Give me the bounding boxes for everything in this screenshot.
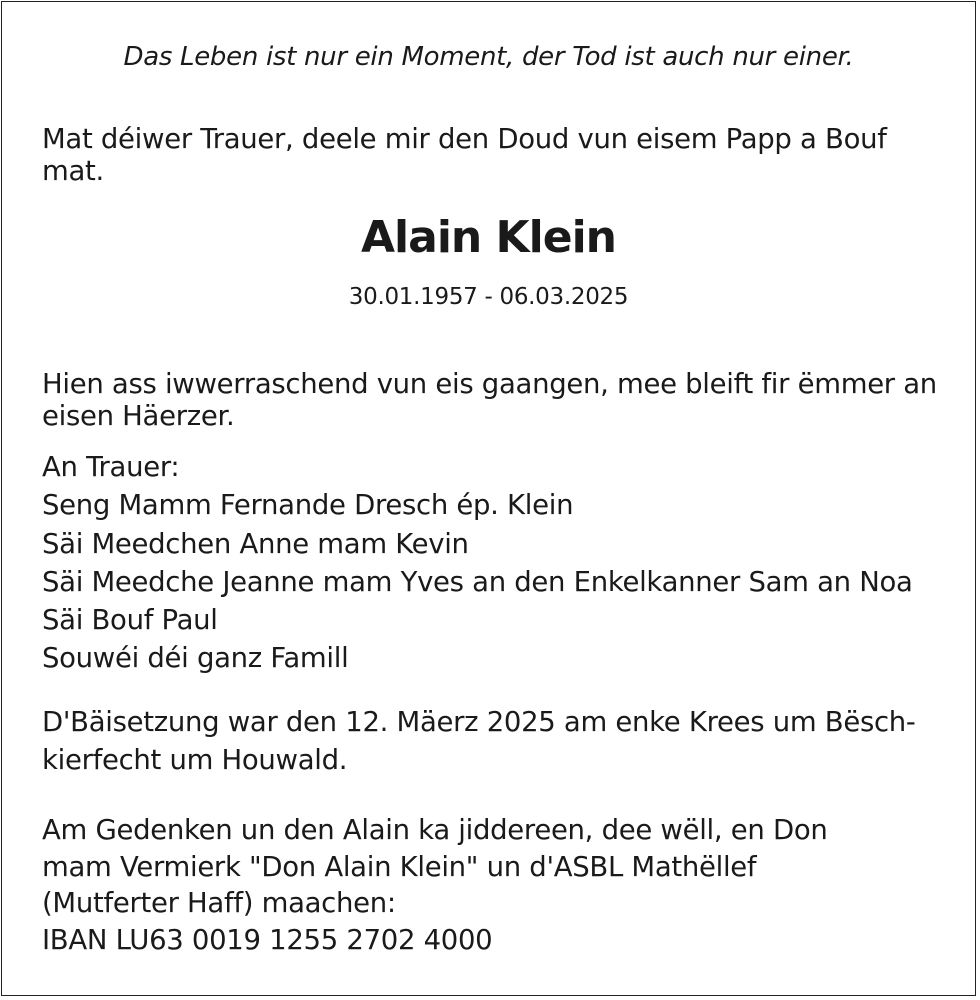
iban-line: IBAN LU63 0019 1255 2702 4000 [42, 923, 493, 956]
motto-quote: Das Leben ist nur ein Moment, der Tod ist auch nur einer. [123, 42, 854, 72]
mourners-list [42, 448, 947, 678]
life-dates: 30.01.1957 - 06.03.2025 [348, 284, 629, 310]
passing-text: Hien ass iwwerraschend vun eis gaangen, mee bleift fir ëmmer an eisen Häerzer. [42, 368, 937, 432]
intro-text: Mat déiwer Trauer, deele mir den Doud vun eisem Papp a Bouf mat. [42, 123, 887, 187]
mourners-heading: An Trauer: [42, 451, 180, 483]
mourner-line: Säi Meedchen Anne mam Kevin [42, 527, 469, 560]
mourner-line: Säi Meedche Jeanne mam Yves an den Enkelkanner Sam an Noa [42, 565, 913, 598]
donation-info [42, 812, 947, 958]
mourner-line: Seng Mamm Fernande Dresch ép. Klein [42, 489, 574, 522]
donation-line: (Mutferter Haff) maachen: [42, 887, 396, 919]
mourner-line: Säi Bouf Paul [42, 604, 218, 637]
funeral-text: D'Bäisetzung war den 12. Mäerz 2025 am enke Krees um Bësch-kierfecht um Houwald. [42, 706, 916, 776]
obituary-notice [1, 1, 976, 996]
mourner-line: Souwéi déi ganz Famill [42, 642, 349, 675]
donation-line: Am Gedenken un den Alain ka jiddereen, dee wëll, en Don [42, 814, 828, 846]
donation-line: mam Vermierk "Don Alain Klein" un d'ASBL Mathëllef [42, 850, 757, 883]
deceased-name: Alain Klein [361, 212, 616, 263]
